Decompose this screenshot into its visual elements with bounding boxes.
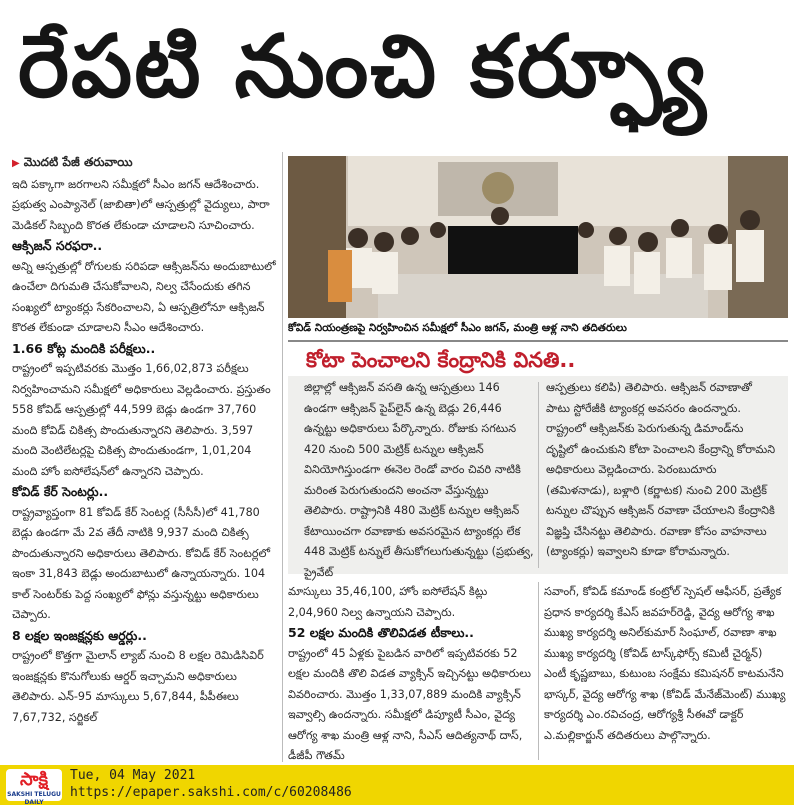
- sakshi-logo[interactable]: [6, 769, 62, 806]
- quota-box: [288, 376, 788, 579]
- body-paragraph: సవాంగ్, కోవిడ్ కమాండ్ కంట్రోల్ స్పెషల్ ఆఫీసర్, ప్రత్యేక ప్రధాన కార్యదర్శి కేఎస్ జవహర్‌రెడ్డి, వైద్య ఆరోగ్య శాఖ ముఖ్య కార్యదర్శి అనిల్‌కుమార్ సింఘాల్, రవాణా శాఖ ముఖ్య కార్యదర్శి (కోవిడ్ టాస్క్‌ఫోర్స్ కమిటీ చైర్మన్) ఎంటీ కృష్ణబాబు, కుటుంబ సంక్షేమ కమిషనర్ కాటమనేని భాస్కర్, వైద్య ఆరోగ్య శాఖ (కోవిడ్ మేనేజ్‌మెంట్) ముఖ్య కార్యదర్శి ఎం.రవిచంద్ర, ఆరోగ్యశ్రీ సీఈవో డాక్టర్ ఎ.మల్లికార్జున్ తదితరులు పాల్గొన్నారు.: [544, 585, 786, 742]
- box-headline: [288, 340, 788, 379]
- continued-kicker: మొదటి పేజీ తరువాయి: [23, 155, 133, 169]
- logo-subtext: SAKSHI TELUGU DAILY: [7, 791, 61, 806]
- body-paragraph: ఆస్పత్రులు కలిపి) తెలిపారు. ఆక్సిజన్ రవాణాతో పాటు స్టోరేజీకి ట్యాంకర్ల అవసరం ఉందన్నారు. రాష్ట్రంలో ఆక్సిజన్‌కు పెరుగుతున్న డిమాండ్‌ను దృష్టిలో ఉంచుకుని కోటా పెంచాలని కేంద్రాన్ని కోరామని అధికారులు వెల్లడించారు. పెరంబుదూరు (తమిళనాడు), బళ్లారి (కర్ణాటక) నుంచి 200 మెట్రిక్ టన్నుల చొప్పున ఆక్సిజన్ రవాణా చేయాలని కేంద్రానికి విజ్ఞప్తి చేసినట్టు తెలిపారు. రవాణా కోసం వాహనాలు (ట్యాంకర్లు) ఇవ్వాలని కూడా కోరామన్నారు.: [546, 381, 776, 558]
- article-column-2: [288, 582, 532, 762]
- box-divider: [538, 382, 539, 568]
- body-paragraph: మాస్కులు 35,46,100, హోం ఐసోలేషన్ కిట్లు 2,04,960 నిల్వ ఉన్నాయని చెప్పారు.: [288, 585, 488, 619]
- meeting-photo-illustration: [288, 156, 788, 318]
- meeting-photo: [288, 156, 788, 318]
- subheading-care-centers: కోవిడ్ కేర్ సెంటర్లు..: [12, 484, 109, 499]
- article-column-1: [12, 152, 278, 764]
- epaper-link[interactable]: https://epaper.sakshi.com/c/60208486: [70, 785, 352, 800]
- subheading-tests: 1.66 కోట్ల మందికి పరీక్షలు..: [12, 340, 156, 356]
- column-divider: [282, 152, 283, 762]
- subheading-oxygen: ఆక్సిజన్ సరఫరా..: [12, 238, 103, 253]
- edition-date: Tue, 04 May 2021: [70, 768, 196, 783]
- body-paragraph: రాష్ట్రంలో కొత్తగా మైలాన్ ల్యాబ్ నుంచి 8 లక్షల రెమిడిసివిర్ ఇంజక్షన్లకు కొనుగోలుకు ఆర్డర్ ఇచ్చామని అధికారులు తెలిపారు. ఎన్-95 మాస్కులు 5,67,844, పీపీఈలు 7,67,732, సర్జికల్: [12, 649, 264, 724]
- subheading-injections: 8 లక్షల ఇంజక్షన్లకు ఆర్డర్లు..: [12, 627, 147, 643]
- arrow-icon: ▶: [12, 158, 20, 169]
- box-column-left: [304, 378, 534, 579]
- logo-text: సాక్షి: [20, 769, 48, 790]
- body-paragraph: అన్ని ఆస్పత్రుల్లో రోగులకు సరిపడా ఆక్సిజన్‌ను అందుబాటులో ఉంచేలా దిగుమతి చేసుకోవాలని, నిల్వ చేసేందుకు తగిన సంఖ్యలో ట్యాంకర్లు సేకరించాలని, ఏ ఆస్పత్రిలోనూ ఆక్సిజన్ కొరత లేకుండా చూడాలని సీఎం ఆదేశించారు.: [12, 259, 276, 334]
- epaper-footer: [0, 765, 794, 805]
- body-paragraph: రాష్ట్రంలో 45 ఏళ్లకు పైబడిన వారిలో ఇప్పటివరకు 52 లక్షల మందికి తొలి విడత వ్యాక్సిన్ ఇచ్చినట్టు అధికారులు వివరించారు. మొత్తం 1,33,07,889 మందికి వ్యాక్సిన్ ఇవ్వాల్సి ఉందన్నారు. సమీక్షలో డిప్యూటీ సీఎం, వైద్య ఆరోగ్య శాఖ మంత్రి ఆళ్ల నాని, సీఎస్ ఆదిత్యనాథ్ దాస్, డీజీపీ గౌతమ్: [288, 646, 532, 762]
- article-column-3: [544, 582, 788, 762]
- body-paragraph: రాష్ట్రంలో ఇప్పటివరకు మొత్తం 1,66,02,873 పరీక్షలు నిర్వహించామని సమీక్షలో అధికారులు వెల్లడించారు. ప్రస్తుతం 558 కోవిడ్ ఆస్పత్రుల్లో 44,599 బెడ్లు ఉండగా 37,760 మంది కోవిడ్ చికిత్స పొందుతున్నారని తెలిపారు. 3,597 మంది వెంటిలేటర్లపై చికిత్స పొందుతుండగా, 1,01,204 మంది హోం ఐసోలేషన్‌లో ఉన్నారని చెప్పారు.: [12, 362, 271, 478]
- body-paragraph: జిల్లాల్లో ఆక్సిజన్ వసతి ఉన్న ఆస్పత్రులు 146 ఉండగా ఆక్సిజన్ పైప్‌లైన్ ఉన్న బెడ్లు 26,446 ఉన్నట్టు అధికారులు పేర్కొన్నారు. రోజుకు సగటున 420 నుంచి 500 మెట్రిక్ టన్నుల ఆక్సిజన్ వినియోగిస్తుండగా ఈనెల రెండో వారం చివరి నాటికి మరింత పెరుగుతుందని అంచనా వేస్తున్నట్టు తెలిపారు. రాష్ట్రానికి 480 మెట్రిక్ టన్నుల ఆక్సిజన్ కేటాయించగా రవాణాకు అవసరమైన ట్యాంకర్లు లేక 448 మెట్రిక్ టన్నులే తీసుకోగలుగుతున్నట్టు (ప్రభుత్వ, ప్రైవేట్: [304, 381, 534, 579]
- body-paragraph: ఇది పక్కాగా జరగాలని సమీక్షలో సీఎం జగన్ ఆదేశించారు. ప్రభుత్వ ఎంప్యానెల్ (జాబితా)లో ఆస్పత్రుల్లో వైద్యులు, పారా మెడికల్ సిబ్బంది కొరత లేకుండా చూడాలని సూచించారు.: [12, 177, 270, 232]
- body-paragraph: రాష్ట్రవ్యాప్తంగా 81 కోవిడ్ కేర్ సెంటర్ల (సీసీసీ)లో 41,780 బెడ్లు ఉండగా మే 2వ తేదీ నాటికి 9,937 మంది చికిత్స పొందుతున్నారని అధికారులు తెలిపారు. కోవిడ్ కేర్ సెంటర్లలో ఇంకా 31,843 బెడ్లు అందుబాటులో ఉన్నాయన్నారు. 104 కాల్ సెంటర్‌కు పెద్ద సంఖ్యలో ఫోన్లు వస్తున్నట్టు అధికారులు చెప్పారు.: [12, 505, 270, 621]
- box-column-right: [546, 378, 778, 572]
- subheading-vaccines: 52 లక్షల మందికి తొలివిడత టీకాలు..: [288, 625, 474, 640]
- box-title: కోటా పెంచాలని కేంద్రానికి వినతి..: [306, 348, 576, 372]
- column-divider: [538, 582, 539, 760]
- headline: రేపటి నుంచి కర్ఫ్యూ: [18, 17, 708, 117]
- photo-caption: కోవిడ్ నియంత్రణపై నిర్వహించిన సమీక్షలో సీఎం జగన్, మంత్రి ఆళ్ల నాని తదితరులు: [288, 322, 627, 334]
